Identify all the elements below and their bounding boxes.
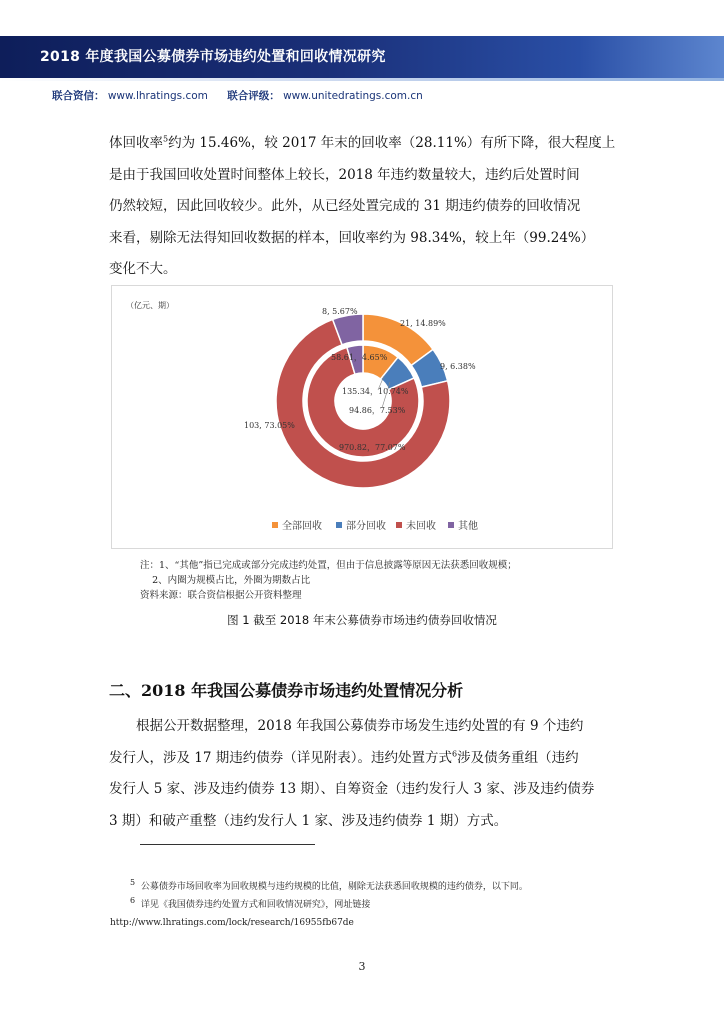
para1-line4: 来看，剔除无法得知回收数据的样本，回收率约为 98.34%，较上年（99.24%） xyxy=(109,229,595,246)
para2-line2-a: 发行人，涉及 17 期违约债券（详见附表）。违约处置方式 xyxy=(109,749,453,766)
inner-label-2: 94.86，7.53% xyxy=(349,406,406,415)
footnote-5 xyxy=(110,878,630,896)
legend-label-2: 部分回收 xyxy=(346,521,386,532)
legend-swatch-2 xyxy=(336,522,342,528)
website-row xyxy=(52,88,439,103)
body-paragraph-1 xyxy=(109,128,627,286)
para1-line2: 是由于我国回收处置时间整体上较长，2018 年违约数量较大，违约后处置时间 xyxy=(109,166,580,183)
para1-line3: 仍然较短，因此回收较少。此外，从已经处置完成的 31 期违约债券的回收情况 xyxy=(109,198,581,214)
para2-line3: 发行人 5 家、涉及违约债券 13 期）、自筹资金（违约发行人 3 家、涉及违约债券 xyxy=(109,781,595,797)
rating-url[interactable]: www.unitedratings.com.cn xyxy=(283,90,423,102)
legend-swatch-3 xyxy=(396,522,402,528)
footnote-rule xyxy=(140,844,315,845)
figure-caption: 图 1 截至 2018 年末公募债券市场违约债券回收情况 xyxy=(227,613,497,627)
section-title: 二、2018 年我国公募债券市场违约处置情况分析 xyxy=(109,681,464,700)
chart-unit-label: （亿元、期） xyxy=(126,301,174,310)
legend-swatch-4 xyxy=(448,522,454,528)
recovery-chart xyxy=(111,285,613,549)
para2-line1: 根据公开数据整理，2018 年我国公募债券市场发生违约处置的有 9 个违约 xyxy=(136,718,584,734)
para1-line1-a: 体回收率 xyxy=(109,135,163,151)
footnote-6 xyxy=(110,896,630,914)
footnote-5-number: 5 xyxy=(130,878,136,887)
source-line: 资料来源：联合资信根据公开资料整理 xyxy=(140,590,302,601)
legend-label-3: 未回收 xyxy=(406,521,436,532)
info-label: 联合资信： xyxy=(52,90,105,102)
note-line-1: 注：1、“其他”指已完成或部分完成违约处置，但由于信息披露等原因无法获悉回收规模； xyxy=(140,560,517,571)
footnote-ref-5[interactable]: 5 xyxy=(163,134,169,144)
note-line-2: 2、内圈为规模占比，外圈为期数占比 xyxy=(140,575,311,586)
para2-line2-b: 涉及债务重组（违约 xyxy=(457,749,579,766)
inner-label-1: 135.34，10.74% xyxy=(342,387,409,396)
header-title: 2018 年度我国公募债券市场违约处置和回收情况研究 xyxy=(40,49,386,65)
footnote-6-url[interactable]: http://www.lhratings.com/lock/research/16955fb67de xyxy=(110,918,354,928)
legend-label-4: 其他 xyxy=(458,521,478,532)
outer-label-4: 8, 5.67% xyxy=(322,307,358,316)
page-number: 3 xyxy=(358,960,366,973)
para1-line5: 变化不大。 xyxy=(109,261,177,277)
outer-label-3: 103, 73.05% xyxy=(244,421,295,430)
para2-line4: 3 期）和破产重整（违约发行人 1 家、涉及违约债券 1 期）方式。 xyxy=(109,812,508,829)
footnotes xyxy=(110,878,630,932)
legend-label-1: 全部回收 xyxy=(282,521,322,532)
rating-label: 联合评级： xyxy=(227,90,280,102)
outer-label-1: 21, 14.89% xyxy=(400,319,446,328)
para1-line1-b: 约为 15.46%，较 2017 年末的回收率（28.11%）有所下降，很大程度上 xyxy=(168,135,616,151)
header-divider xyxy=(0,78,724,81)
donut-chart-svg xyxy=(112,286,612,548)
body-paragraph-2 xyxy=(109,711,627,837)
chart-notes xyxy=(140,558,517,603)
footnote-6-number: 6 xyxy=(130,896,136,905)
footnote-6-text: 详见《我国债券违约处置方式和回收情况研究》，网址链接 xyxy=(140,900,371,910)
info-url[interactable]: www.lhratings.com xyxy=(107,90,208,102)
outer-label-2: 9, 6.38% xyxy=(440,362,476,371)
inner-label-3: 970.82，77.07% xyxy=(339,443,406,452)
legend-swatch-1 xyxy=(272,522,278,528)
footnote-5-text: 公募债券市场回收率为回收规模与违约规模的比值，剔除无法获悉回收规模的违约债券，以下同。 xyxy=(140,882,528,892)
inner-label-4: 58.61，4.65% xyxy=(331,353,388,362)
footnote-ref-6[interactable]: 6 xyxy=(452,749,458,758)
